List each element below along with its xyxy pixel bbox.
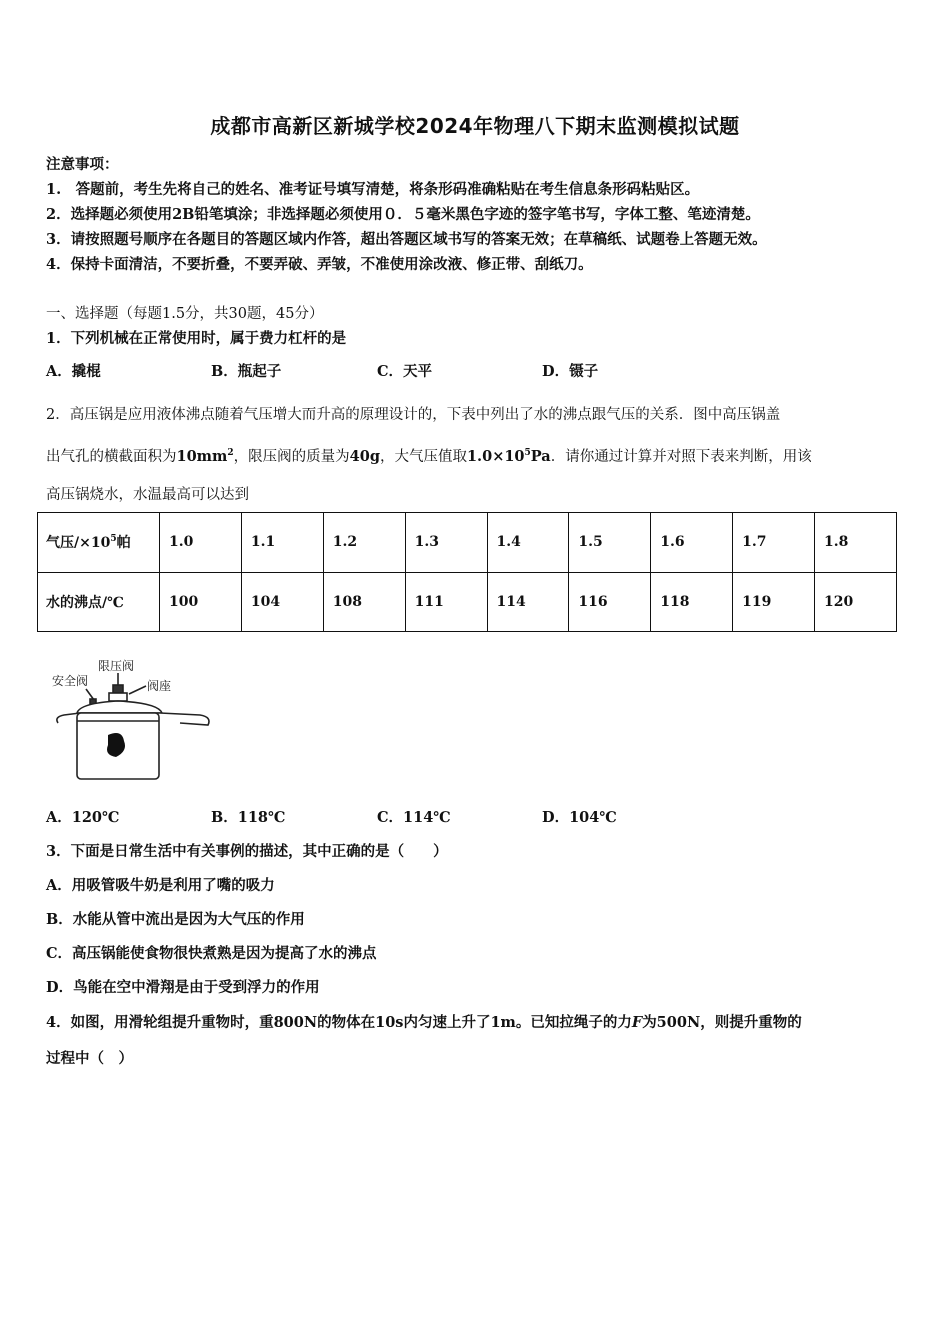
limit-valve-label: 限压阀 — [98, 659, 135, 673]
valve-seat-label: 阀座 — [147, 679, 172, 693]
q3-option-d: D．鸟能在空中滑翔是由于受到浮力的作用 — [46, 979, 320, 996]
boiling-point-table — [37, 512, 897, 632]
notice-item-3: 3．请按照题号顺序在各题目的答题区域内作答，超出答题区域书写的答案无效；在草稿纸、试题卷上答题无效。 — [46, 231, 767, 248]
temperature-cell: 118 — [651, 572, 733, 632]
temperature-cell: 108 — [323, 572, 405, 632]
table-row-pressure — [38, 513, 897, 573]
notice-item-4: 4．保持卡面清洁，不要折叠，不要弄破、弄皱，不准使用涂改液、修正带、刮纸刀。 — [46, 256, 593, 273]
safety-valve-label: 安全阀 — [52, 674, 89, 688]
valve-seat — [109, 693, 127, 701]
table-row-boiling-point — [38, 572, 897, 632]
pressure-cooker-figure — [50, 655, 220, 787]
pressure-label: 气压$/\times 10^5$帕 — [38, 513, 160, 573]
q2-line-3: 高压锅烧水，水温最高可以达到 — [46, 487, 249, 503]
temperature-cell: 116 — [569, 572, 651, 632]
q2-option-d: D．104℃ — [542, 809, 617, 826]
q3-stem: 3．下面是日常生活中有关事例的描述，其中正确的是（ ） — [46, 843, 448, 860]
q4-line-2: 过程中（ ） — [46, 1050, 133, 1067]
q2-stem — [46, 396, 906, 514]
temperature-cell: 100 — [160, 572, 242, 632]
q3-option-c: C．高压锅能使食物很快煮熟是因为提高了水的沸点 — [46, 945, 377, 962]
pressure-cell: 1.8 — [815, 513, 897, 573]
valve-seat-leader — [129, 686, 146, 694]
q1-option-c: C．天平 — [377, 363, 433, 380]
q1-option-b: B．瓶起子 — [211, 363, 282, 380]
section-heading: 一、选择题（每题1.5分，共30题，45分） — [46, 306, 324, 322]
temperature-cell: 111 — [405, 572, 487, 632]
pressure-cell: 1.7 — [733, 513, 815, 573]
limit-valve-weight — [113, 685, 123, 693]
pressure-cell: 1.1 — [241, 513, 323, 573]
q4-line-1: 4．如图，用滑轮组提升重物时，重800N的物体在10s内匀速上升了1m。已知拉绳子的力F为500N，则提升重物的 — [46, 1014, 802, 1031]
notice-item-2: 2．选择题必须使用2B铅笔填涂；非选择题必须使用０．５毫米黑色字迹的签字笔书写，字体工整、笔迹清楚。 — [46, 206, 760, 223]
pressure-cell: 1.3 — [405, 513, 487, 573]
q2-option-b: B．118℃ — [211, 809, 286, 826]
notice-heading: 注意事项： — [46, 156, 119, 173]
q2-line-2: 出气孔的横截面积为$10mm^2$，限压阀的质量为40g，大气压值取$1.0\times 10^5Pa$．请你通过计算并对照下表来判断，用该 — [46, 448, 812, 465]
temperature-cell: 119 — [733, 572, 815, 632]
temperature-cell: 114 — [487, 572, 569, 632]
pressure-cell: 1.4 — [487, 513, 569, 573]
pressure-cell: 1.0 — [160, 513, 242, 573]
q2-option-c: C．114℃ — [377, 809, 451, 826]
q1-option-a: A．撬棍 — [46, 363, 101, 380]
q1-option-d: D．镊子 — [542, 363, 599, 380]
q2-option-a: A．120℃ — [46, 809, 120, 826]
notice-item-1: 1. 答题前，考生先将自己的姓名、准考证号填写清楚，将条形码准确粘贴在考生信息条形码粘贴区。 — [46, 181, 700, 198]
pressure-cell: 1.6 — [651, 513, 733, 573]
q1-stem: 1．下列机械在正常使用时，属于费力杠杆的是 — [46, 330, 347, 347]
q2-line-1: 2．高压锅是应用液体沸点随着气压增大而升高的原理设计的，下表中列出了水的沸点跟气压的关系．图中高压锅盖 — [46, 407, 781, 423]
pressure-cell: 1.5 — [569, 513, 651, 573]
temperature-cell: 120 — [815, 572, 897, 632]
pressure-cell: 1.2 — [323, 513, 405, 573]
temperature-cell: 104 — [241, 572, 323, 632]
q3-option-a: A．用吸管吸牛奶是利用了嘴的吸力 — [46, 877, 275, 894]
page-title: 成都市高新区新城学校2024年物理八下期末监测模拟试题 — [210, 114, 740, 138]
boiling-point-label: 水的沸点/℃ — [38, 572, 160, 632]
q3-option-b: B．水能从管中流出是因为大气压的作用 — [46, 911, 305, 928]
